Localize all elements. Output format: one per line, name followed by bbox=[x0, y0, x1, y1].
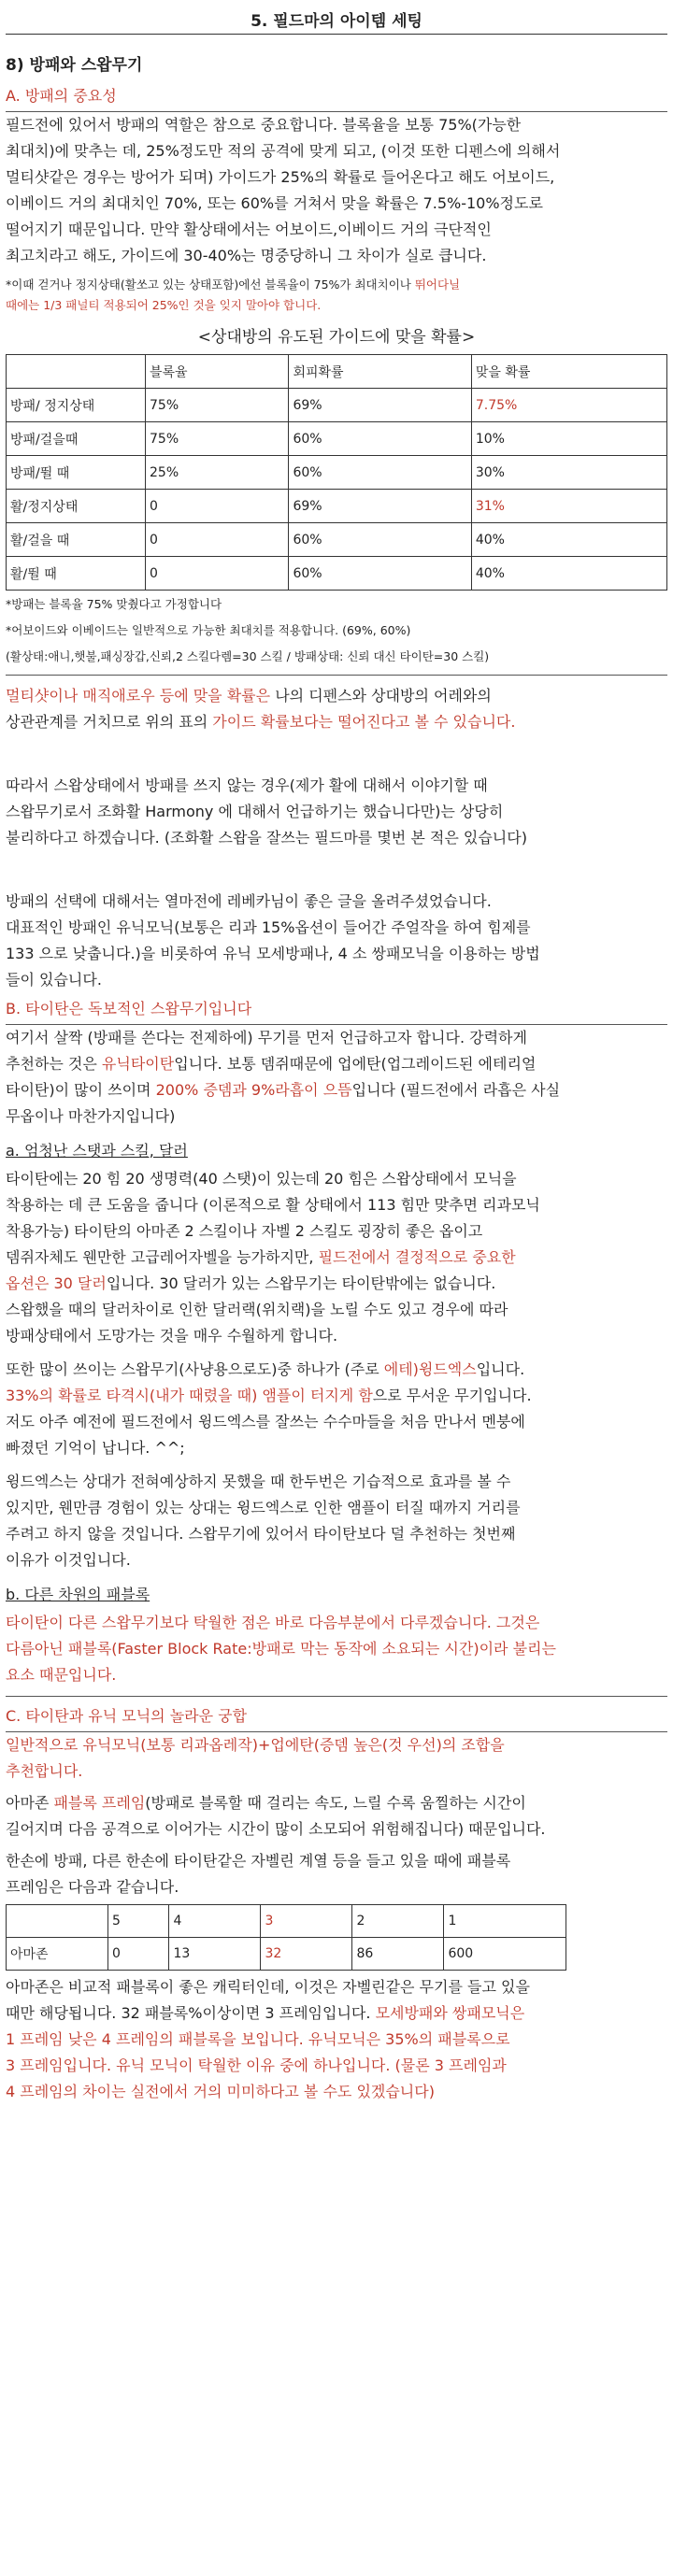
table-cell: 25% bbox=[146, 456, 289, 490]
table-cell: 69% bbox=[289, 490, 471, 523]
table-row bbox=[7, 422, 667, 456]
section-a-para2 bbox=[6, 683, 667, 735]
section-c-para3 bbox=[6, 1848, 667, 1900]
table-cell: 4 bbox=[169, 1905, 261, 1938]
section-c-para1 bbox=[6, 1732, 667, 1785]
text-highlight: 3 프레임입니다. 유닉 모닉이 탁월한 이유 중에 하나입니다. (물론 3 프레임과 bbox=[6, 2057, 507, 2074]
line: 스왑무기로서 조화활 Harmony 에 대해서 언급하기는 했습니다만)는 상당히 bbox=[6, 803, 504, 820]
table-cell: 활/정지상태 bbox=[7, 490, 146, 523]
line: 방패상태에서 도망가는 것을 매우 수월하게 합니다. bbox=[6, 1327, 338, 1345]
line: 있지만, 웬만큼 경험이 있는 상대는 윙드엑스로 인한 앰플이 터질 때까지 거리를 bbox=[6, 1499, 521, 1516]
text: 입니다. 30 달러가 있는 스왑무기는 타이탄밖에는 없습니다. bbox=[106, 1274, 496, 1292]
line: 133 으로 낮춥니다.)을 비롯하여 유닉 모세방패나, 4 소 쌍패모닉을 이용하는 방법 bbox=[6, 945, 540, 962]
table-row bbox=[7, 355, 667, 389]
subsection-a-para2 bbox=[6, 1357, 667, 1461]
text: 또한 많이 쓰이는 스왑무기(사냥용으로도)중 하나가 (주로 bbox=[6, 1360, 384, 1378]
guide-table bbox=[6, 354, 667, 591]
table-cell: 0 bbox=[146, 490, 289, 523]
table-cell: 방패/걸을때 bbox=[7, 422, 146, 456]
table-cell: 0 bbox=[108, 1938, 169, 1971]
table-cell bbox=[7, 1905, 108, 1938]
table-cell: 60% bbox=[289, 557, 471, 591]
section-a-para1 bbox=[6, 112, 667, 269]
text: 추천하는 것은 bbox=[6, 1055, 102, 1073]
section-heading: 8) 방패와 스왑무기 bbox=[6, 56, 143, 75]
section-a-para3 bbox=[6, 773, 667, 851]
line: 떨어지기 때문입니다. 만약 활상태에서는 어보이드,이베이드 거의 극단적인 bbox=[6, 221, 492, 238]
table-cell: 활/뛸 때 bbox=[7, 557, 146, 591]
note-4: (활상태:애니,햇불,패싱장갑,신뢰,2 스킬다렘=30 스킬 / 방패상태: 신뢰 대신 타이탄=30 스킬) bbox=[6, 649, 490, 663]
text-highlight: 모세방패와 쌍패모닉은 bbox=[375, 2004, 525, 2022]
note-text: *이때 걷거나 정지상태(활쏘고 있는 상태포함)에선 블록율이 75%가 최대치이나 bbox=[6, 278, 415, 292]
line: 착용가능) 타이탄의 아마존 2 스킬이나 자벨 2 스킬도 굉장히 좋은 옵이고 bbox=[6, 1222, 483, 1240]
note-highlight: 때에는 1/3 패널티 적용되어 25%인 것을 잊지 말아야 합니다. bbox=[6, 298, 322, 312]
table-row bbox=[7, 389, 667, 422]
divider bbox=[6, 1696, 667, 1697]
line: 한손에 방패, 다른 한손에 타이탄같은 자벨린 계열 등을 들고 있을 때에 패블록 bbox=[6, 1852, 511, 1870]
text-highlight: 에테)윙드엑스 bbox=[383, 1360, 477, 1378]
line: 최고치라고 해도, 가이드에 30-40%는 명중당하니 그 차이가 실로 큽니다. bbox=[6, 247, 487, 264]
subsection-a-para3 bbox=[6, 1469, 667, 1573]
table-row bbox=[7, 1938, 566, 1971]
note-1 bbox=[6, 275, 667, 316]
text: 입니다. bbox=[476, 1360, 525, 1378]
divider bbox=[6, 675, 667, 676]
note-3: *어보이드와 이베이드는 일반적으로 가능한 최대치를 적용합니다. (69%, 60%) bbox=[6, 623, 411, 637]
table-cell: 75% bbox=[146, 422, 289, 456]
table-row bbox=[7, 456, 667, 490]
table-cell: 10% bbox=[471, 422, 666, 456]
line: 프레임은 다음과 같습니다. bbox=[6, 1878, 179, 1896]
table-header bbox=[7, 355, 146, 389]
table-cell: 3 bbox=[261, 1905, 352, 1938]
table-cell: 86 bbox=[352, 1938, 444, 1971]
line: 일반적으로 유닉모닉(보통 리과옵레작)+업에탄(증뎀 높은(것 우선)의 조합을 bbox=[6, 1736, 505, 1754]
text: 아마존 bbox=[6, 1794, 54, 1812]
line: 최대치)에 맞추는 데, 25%정도만 적의 공격에 맞게 되고, (이것 또한 디펜스에 의해서 bbox=[6, 142, 561, 160]
text-highlight: 유닉타이탄 bbox=[101, 1055, 175, 1073]
text-highlight: 1 프레임 낮은 4 프레임의 패블록을 보입니다. 유닉모닉은 35%의 패블록으로 bbox=[6, 2030, 510, 2048]
line: 착용하는 데 큰 도움을 줍니다 (이론적으로 활 상태에서 113 힘만 맞추면 리과모닉 bbox=[6, 1196, 540, 1214]
table-cell: 60% bbox=[289, 523, 471, 557]
text-highlight: 멀티샷이나 매직애로우 등에 맞을 확률은 bbox=[6, 687, 271, 704]
table-cell: 7.75% bbox=[471, 389, 666, 422]
text: (방패로 블록할 때 걸리는 속도, 느릴 수록 움찔하는 시간이 bbox=[145, 1794, 526, 1812]
line: 아마존은 비교적 패블록이 좋은 캐릭터인데, 이것은 자벨린같은 무기를 들고 있을 bbox=[6, 1978, 530, 1996]
line: 무옵이나 마찬가지입니다) bbox=[6, 1107, 176, 1125]
text-highlight: 33%의 확률로 타격시(내가 때렸을 때) 앰플이 터지게 함 bbox=[6, 1387, 373, 1404]
table-cell: 0 bbox=[146, 557, 289, 591]
table-header: 맞을 확률 bbox=[471, 355, 666, 389]
line: 따라서 스왑상태에서 방패를 쓰지 않는 경우(제가 활에 대해서 이야기할 때 bbox=[6, 776, 488, 794]
table-cell: 40% bbox=[471, 523, 666, 557]
line: 스왑했을 때의 달러차이로 인한 달러랙(위치랙)을 노릴 수도 있고 경우에 따라 bbox=[6, 1301, 508, 1318]
table-cell: 60% bbox=[289, 422, 471, 456]
line: 이유가 이것입니다. bbox=[6, 1551, 131, 1569]
section-b-para1 bbox=[6, 1025, 667, 1130]
subsection-a-title: a. 엄청난 스탯과 스킬, 달러 bbox=[6, 1142, 188, 1160]
text-highlight: 필드전에서 결정적으로 중요한 bbox=[318, 1248, 516, 1266]
section-a-title: A. 방패의 중요성 bbox=[6, 84, 667, 112]
table-cell: 31% bbox=[471, 490, 666, 523]
table-cell: 아마존 bbox=[7, 1938, 108, 1971]
note-2: *방패는 블록율 75% 맞췄다고 가정합니다 bbox=[6, 597, 222, 611]
line: 대표적인 방패인 유닉모닉(보통은 리과 15%옵션이 들어간 주얼작을 하여 힘제를 bbox=[6, 918, 531, 936]
line: 이베이드 거의 최대치인 70%, 또는 60%를 거쳐서 맞을 확률은 7.5%-10%정도로 bbox=[6, 194, 543, 212]
page-title: 5. 필드마의 아이템 세팅 bbox=[251, 12, 422, 31]
line: 멀티샷같은 경우는 방어가 되며) 가이드가 25%의 확률로 들어온다고 해도 어보이드, bbox=[6, 168, 555, 186]
table-header: 회피확률 bbox=[289, 355, 471, 389]
table-cell: 600 bbox=[444, 1938, 566, 1971]
line: 여기서 살짝 (방패를 쓴다는 전제하에) 무기를 먼저 언급하고자 합니다. 강력하게 bbox=[6, 1029, 527, 1046]
text: 타이탄)이 많이 쓰이며 bbox=[6, 1081, 156, 1099]
line: 타이탄에는 20 힘 20 생명력(40 스탯)이 있는데 20 힘은 스왑상태에서 모닉을 bbox=[6, 1170, 517, 1188]
section-c-title: C. 타이탄과 유닉 모닉의 놀라운 궁합 bbox=[6, 1704, 667, 1732]
table-cell: 5 bbox=[108, 1905, 169, 1938]
table-cell: 방패/ 정지상태 bbox=[7, 389, 146, 422]
table-row bbox=[7, 557, 667, 591]
table-row bbox=[7, 1905, 566, 1938]
table-cell: 2 bbox=[352, 1905, 444, 1938]
spacer bbox=[0, 735, 673, 773]
table-cell: 30% bbox=[471, 456, 666, 490]
line: 길어지며 다음 공격으로 이어가는 시간이 많이 소모되어 위험해집니다) 때문입니다. bbox=[6, 1820, 546, 1838]
spacer bbox=[0, 851, 673, 889]
section-a-para4 bbox=[6, 889, 667, 993]
line: 다름아닌 패블록(Faster Block Rate:방패로 막는 동작에 소요되는 시간)이라 불리는 bbox=[6, 1640, 556, 1658]
section-b-title: B. 타이탄은 독보적인 스왑무기입니다 bbox=[6, 997, 667, 1025]
subsection-b-title: b. 다른 차원의 패블록 bbox=[6, 1586, 150, 1603]
text: 나의 디펜스와 상대방의 어레와의 bbox=[270, 687, 492, 704]
table-cell: 방패/뛸 때 bbox=[7, 456, 146, 490]
line: 들이 있습니다. bbox=[6, 971, 102, 989]
table-cell: 75% bbox=[146, 389, 289, 422]
table-cell: 60% bbox=[289, 456, 471, 490]
table-row bbox=[7, 490, 667, 523]
line: 필드전에 있어서 방패의 역할은 참으로 중요합니다. 블록율을 보통 75%(가능한 bbox=[6, 116, 522, 134]
text: 으로 무서운 무기입니다. bbox=[372, 1387, 532, 1404]
text: 입니다 (필드전에서 라흡은 사실 bbox=[351, 1081, 561, 1099]
table-cell: 활/걸을 때 bbox=[7, 523, 146, 557]
title-divider bbox=[6, 34, 667, 35]
table-cell: 40% bbox=[471, 557, 666, 591]
table-cell: 0 bbox=[146, 523, 289, 557]
line: 빠졌던 기억이 납니다. ^^; bbox=[6, 1439, 185, 1457]
text: 뎀쥐자체도 웬만한 고급레어자벨을 능가하지만, bbox=[6, 1248, 319, 1266]
table-cell: 32 bbox=[261, 1938, 352, 1971]
line: 타이탄이 다른 스왑무기보다 탁월한 점은 바로 다음부분에서 다루겠습니다. 그것은 bbox=[6, 1614, 540, 1631]
line: 저도 아주 예전에 필드전에서 윙드엑스를 잘쓰는 수수마들을 처음 만나서 멘붕에 bbox=[6, 1413, 525, 1430]
line: 방패의 선택에 대해서는 열마전에 레베카님이 좋은 글을 올려주셨었습니다. bbox=[6, 892, 492, 910]
section-c-para4 bbox=[6, 1974, 667, 2105]
line: 윙드엑스는 상대가 전혀예상하지 못했을 때 한두번은 기습적으로 효과를 볼 수 bbox=[6, 1473, 511, 1490]
text: 입니다. 보통 뎀쥐때문에 업에탄(업그레이드된 에테리얼 bbox=[174, 1055, 537, 1073]
text-highlight: 200% 증뎀과 9%라흡이 으뜸 bbox=[155, 1081, 352, 1099]
note-highlight: 뛰어다닐 bbox=[414, 278, 461, 292]
line: 주려고 하지 않을 것입니다. 스왑무기에 있어서 타이탄보다 덜 추천하는 첫번째 bbox=[6, 1525, 516, 1543]
line: 요소 때문입니다. bbox=[6, 1666, 117, 1684]
table-header: 블록율 bbox=[146, 355, 289, 389]
line: 추천합니다. bbox=[6, 1762, 83, 1780]
text-highlight: 가이드 확률보다는 떨어진다고 볼 수 있습니다. bbox=[212, 713, 516, 731]
table-row bbox=[7, 523, 667, 557]
text: 상관관계를 거치므로 위의 표의 bbox=[6, 713, 213, 731]
text: 때만 해당됩니다. 32 패블록%이상이면 3 프레임입니다. bbox=[6, 2004, 376, 2022]
line: 불리하다고 하겠습니다. (조화활 스왑을 잘쓰는 필드마를 몇번 본 적은 있습니다) bbox=[6, 829, 527, 847]
text-highlight: 옵션은 30 달러 bbox=[6, 1274, 107, 1292]
text-highlight: 4 프레임의 차이는 실전에서 거의 미미하다고 볼 수도 있겠습니다) bbox=[6, 2083, 435, 2100]
table-cell: 1 bbox=[444, 1905, 566, 1938]
table-cell: 13 bbox=[169, 1938, 261, 1971]
section-c-para2 bbox=[6, 1790, 667, 1843]
table-cell: 69% bbox=[289, 389, 471, 422]
frame-table bbox=[6, 1904, 566, 1971]
subsection-a-para1 bbox=[6, 1166, 667, 1349]
text-highlight: 패블록 프레임 bbox=[53, 1794, 146, 1812]
table-title: <상대방의 유도된 가이드에 맞을 확률> bbox=[197, 328, 476, 347]
subsection-b-para bbox=[6, 1610, 667, 1688]
